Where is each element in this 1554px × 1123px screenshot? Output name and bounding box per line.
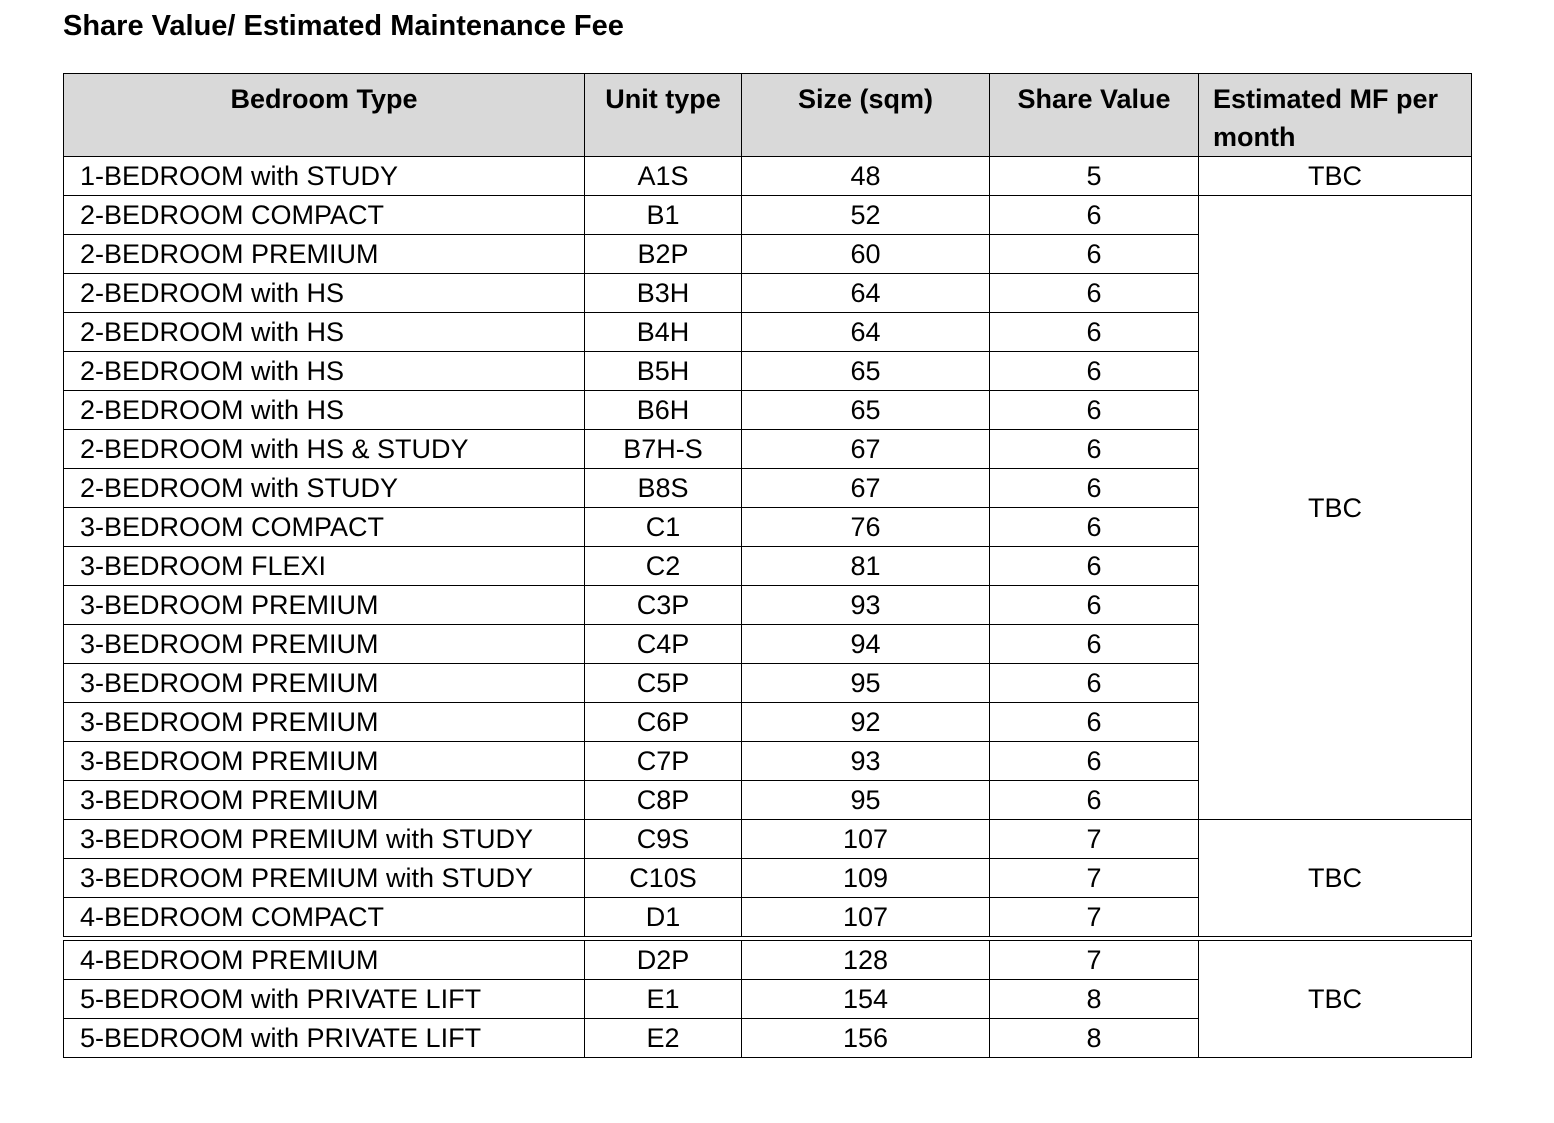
cell-share-value: 8 <box>990 1019 1199 1058</box>
cell-unit-type: C1 <box>585 508 742 547</box>
cell-size: 128 <box>742 941 990 980</box>
cell-unit-type: B3H <box>585 274 742 313</box>
cell-bedroom-type: 3-BEDROOM FLEXI <box>64 547 585 586</box>
cell-unit-type: C8P <box>585 781 742 820</box>
cell-size: 156 <box>742 1019 990 1058</box>
cell-size: 81 <box>742 547 990 586</box>
header-share-value: Share Value <box>990 74 1199 157</box>
cell-unit-type: B2P <box>585 235 742 274</box>
cell-size: 64 <box>742 274 990 313</box>
cell-share-value: 6 <box>990 664 1199 703</box>
cell-size: 94 <box>742 625 990 664</box>
cell-share-value: 8 <box>990 980 1199 1019</box>
cell-estimated-mf: TBC <box>1199 196 1472 820</box>
cell-bedroom-type: 4-BEDROOM COMPACT <box>64 898 585 937</box>
cell-unit-type: C2 <box>585 547 742 586</box>
cell-size: 107 <box>742 898 990 937</box>
cell-unit-type: A1S <box>585 157 742 196</box>
cell-share-value: 5 <box>990 157 1199 196</box>
cell-share-value: 7 <box>990 820 1199 859</box>
cell-share-value: 6 <box>990 547 1199 586</box>
table-row <box>64 820 1472 859</box>
cell-share-value: 6 <box>990 313 1199 352</box>
cell-size: 64 <box>742 313 990 352</box>
cell-share-value: 6 <box>990 274 1199 313</box>
cell-bedroom-type: 2-BEDROOM with HS <box>64 391 585 430</box>
cell-unit-type: C3P <box>585 586 742 625</box>
cell-bedroom-type: 3-BEDROOM PREMIUM <box>64 781 585 820</box>
cell-size: 67 <box>742 430 990 469</box>
cell-size: 95 <box>742 664 990 703</box>
cell-size: 65 <box>742 352 990 391</box>
cell-share-value: 7 <box>990 941 1199 980</box>
cell-size: 67 <box>742 469 990 508</box>
cell-estimated-mf: TBC <box>1199 157 1472 196</box>
cell-bedroom-type: 1-BEDROOM with STUDY <box>64 157 585 196</box>
cell-bedroom-type: 2-BEDROOM with STUDY <box>64 469 585 508</box>
cell-size: 93 <box>742 586 990 625</box>
cell-bedroom-type: 2-BEDROOM with HS <box>64 313 585 352</box>
cell-bedroom-type: 2-BEDROOM with HS <box>64 352 585 391</box>
cell-bedroom-type: 2-BEDROOM PREMIUM <box>64 235 585 274</box>
cell-unit-type: B7H-S <box>585 430 742 469</box>
cell-share-value: 6 <box>990 625 1199 664</box>
cell-share-value: 6 <box>990 196 1199 235</box>
cell-size: 93 <box>742 742 990 781</box>
cell-unit-type: B6H <box>585 391 742 430</box>
cell-bedroom-type: 3-BEDROOM PREMIUM <box>64 742 585 781</box>
cell-estimated-mf: TBC <box>1199 820 1472 937</box>
cell-share-value: 7 <box>990 898 1199 937</box>
cell-size: 48 <box>742 157 990 196</box>
page-title: Share Value/ Estimated Maintenance Fee <box>63 10 624 42</box>
cell-unit-type: C10S <box>585 859 742 898</box>
cell-bedroom-type: 3-BEDROOM PREMIUM with STUDY <box>64 859 585 898</box>
cell-unit-type: E2 <box>585 1019 742 1058</box>
cell-size: 65 <box>742 391 990 430</box>
cell-unit-type: B4H <box>585 313 742 352</box>
cell-unit-type: C9S <box>585 820 742 859</box>
cell-unit-type: B8S <box>585 469 742 508</box>
cell-bedroom-type: 2-BEDROOM COMPACT <box>64 196 585 235</box>
cell-unit-type: C5P <box>585 664 742 703</box>
cell-share-value: 6 <box>990 430 1199 469</box>
header-unit-type: Unit type <box>585 74 742 157</box>
cell-share-value: 6 <box>990 781 1199 820</box>
header-estimated-mf: Estimated MF per month <box>1199 74 1472 157</box>
cell-unit-type: B5H <box>585 352 742 391</box>
cell-unit-type: C6P <box>585 703 742 742</box>
cell-bedroom-type: 5-BEDROOM with PRIVATE LIFT <box>64 980 585 1019</box>
table-row <box>64 196 1472 235</box>
header-size: Size (sqm) <box>742 74 990 157</box>
cell-unit-type: D2P <box>585 941 742 980</box>
table-row <box>64 941 1472 980</box>
cell-bedroom-type: 3-BEDROOM PREMIUM <box>64 703 585 742</box>
cell-share-value: 6 <box>990 391 1199 430</box>
cell-estimated-mf: TBC <box>1199 941 1472 1058</box>
cell-unit-type: B1 <box>585 196 742 235</box>
cell-bedroom-type: 5-BEDROOM with PRIVATE LIFT <box>64 1019 585 1058</box>
cell-size: 154 <box>742 980 990 1019</box>
cell-size: 109 <box>742 859 990 898</box>
cell-unit-type: C7P <box>585 742 742 781</box>
cell-size: 95 <box>742 781 990 820</box>
cell-bedroom-type: 2-BEDROOM with HS <box>64 274 585 313</box>
cell-size: 76 <box>742 508 990 547</box>
table-row <box>64 157 1472 196</box>
cell-bedroom-type: 3-BEDROOM PREMIUM with STUDY <box>64 820 585 859</box>
cell-unit-type: C4P <box>585 625 742 664</box>
cell-size: 92 <box>742 703 990 742</box>
cell-share-value: 7 <box>990 859 1199 898</box>
table-header-row <box>64 74 1472 157</box>
cell-size: 52 <box>742 196 990 235</box>
cell-bedroom-type: 2-BEDROOM with HS & STUDY <box>64 430 585 469</box>
share-value-table <box>63 73 1472 1058</box>
cell-size: 60 <box>742 235 990 274</box>
cell-bedroom-type: 3-BEDROOM PREMIUM <box>64 586 585 625</box>
cell-share-value: 6 <box>990 508 1199 547</box>
cell-unit-type: E1 <box>585 980 742 1019</box>
cell-size: 107 <box>742 820 990 859</box>
cell-bedroom-type: 3-BEDROOM PREMIUM <box>64 664 585 703</box>
cell-unit-type: D1 <box>585 898 742 937</box>
cell-bedroom-type: 3-BEDROOM PREMIUM <box>64 625 585 664</box>
cell-bedroom-type: 4-BEDROOM PREMIUM <box>64 941 585 980</box>
cell-share-value: 6 <box>990 703 1199 742</box>
table-body <box>64 157 1472 1058</box>
cell-share-value: 6 <box>990 352 1199 391</box>
header-bedroom-type: Bedroom Type <box>64 74 585 157</box>
cell-share-value: 6 <box>990 469 1199 508</box>
cell-share-value: 6 <box>990 586 1199 625</box>
cell-bedroom-type: 3-BEDROOM COMPACT <box>64 508 585 547</box>
cell-share-value: 6 <box>990 235 1199 274</box>
cell-share-value: 6 <box>990 742 1199 781</box>
